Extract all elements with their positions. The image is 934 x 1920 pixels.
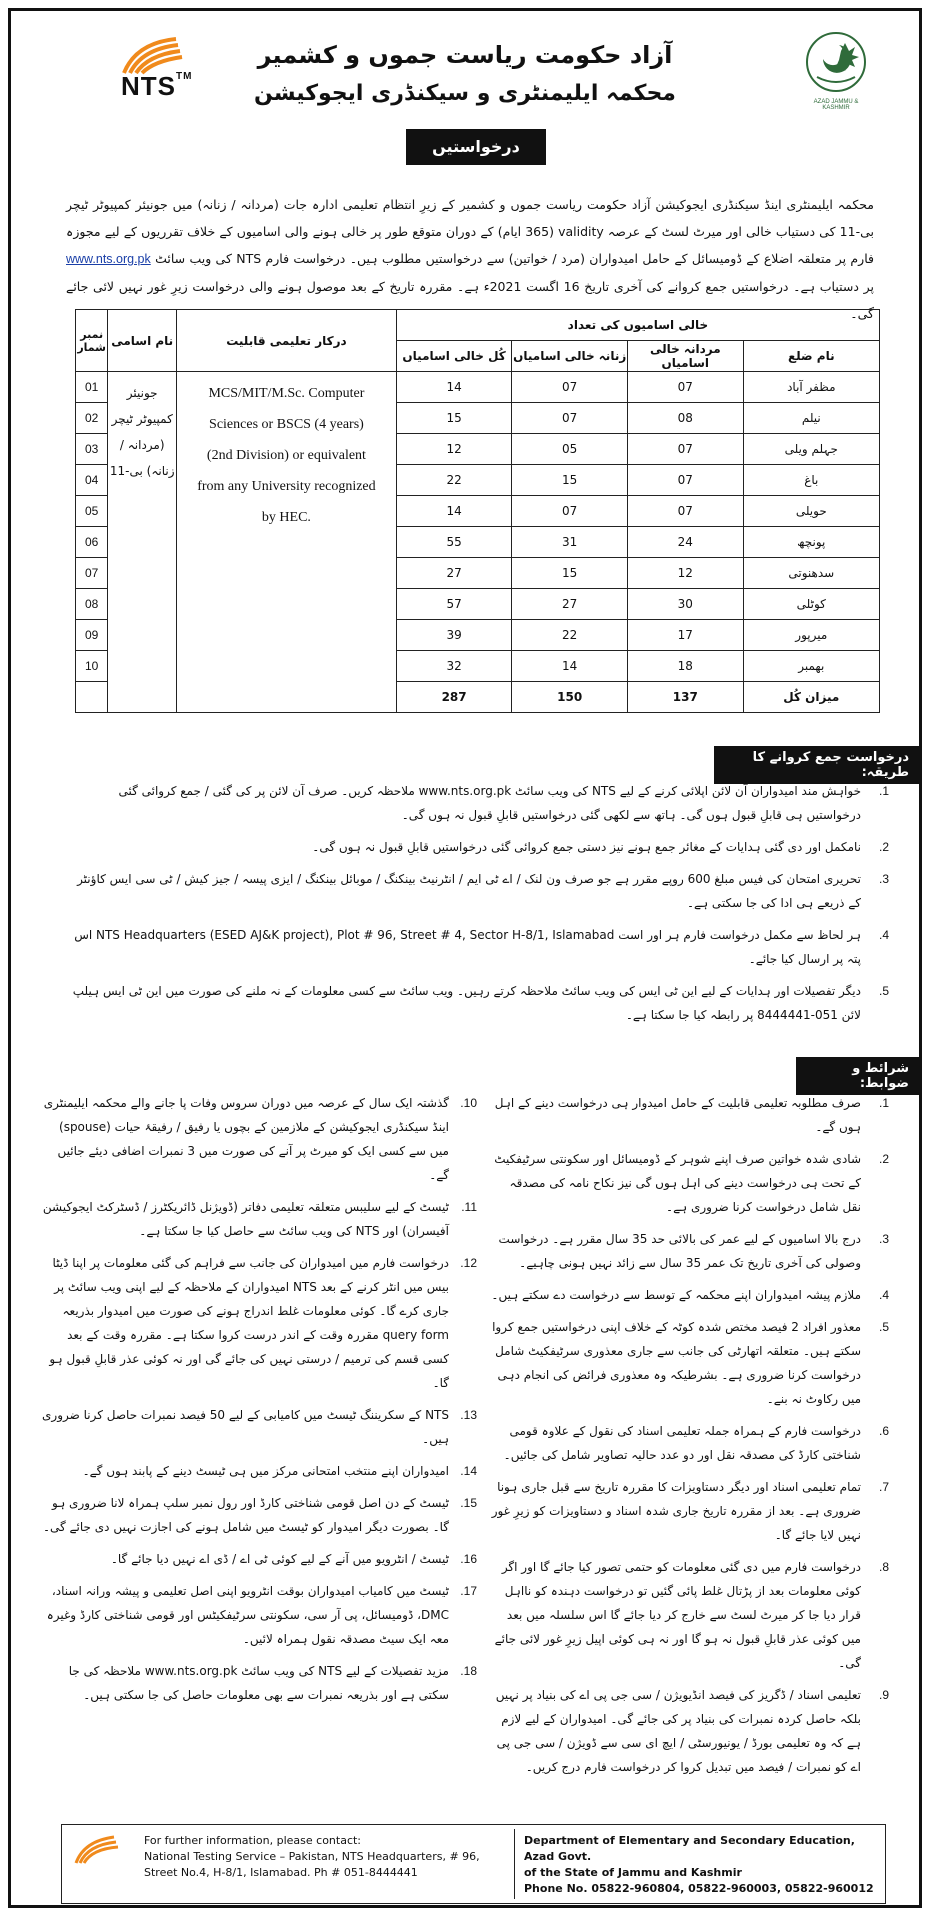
list-item bbox=[489, 1683, 889, 1779]
list-item-text: گذشتہ ایک سال کے عرصہ میں دوران سروس وفات پا جانے والے محکمہ ایلیمنٹری اینڈ سیکنڈری ایجوکیشن کے ملازمین کے بچوں یا رفیق / رفیقۂ حیات (spouse) میں سے کسی ایک کو میرٹ پر آنے کی صورت میں 3 نمبرات اضافی دیئے جائیں گے۔ bbox=[43, 1096, 449, 1182]
terms-right-column bbox=[489, 1091, 889, 1787]
terms-badge: شرائط و ضوابط: bbox=[796, 1057, 919, 1095]
list-item-number: 4. bbox=[878, 1288, 889, 1302]
female-cell: 14 bbox=[512, 651, 628, 682]
footer-left-line2: National Testing Service – Pakistan, NTS Headquarters, # 96, bbox=[144, 1850, 480, 1863]
female-cell: 07 bbox=[512, 403, 628, 434]
qualification-line: (2nd Division) or equivalent bbox=[206, 448, 366, 463]
female-cell: 05 bbox=[512, 434, 628, 465]
vacancies-table-body bbox=[76, 372, 880, 713]
list-item bbox=[489, 1555, 889, 1675]
intro-text-part1: محکمہ ایلیمنٹری اینڈ سیکنڈری ایجوکیشن آزاد حکومت ریاست جموں و کشمیر کے زیرِ انتظام تعلیمی ادارہ جات (مردانہ / زنانہ) میں جونیئر کمپیوٹر ٹیچر بی-11 کی دستیاب خالی اور میرٹ لسٹ کے عرصہ validity (365 ایام) کے دوران متوقع طور پر خالی ہونے والی اسامیوں کے خلاف تقرریوں کے لیے مجوزہ فارم پر متعلقہ اضلاع کے ڈومیسائل کے حامل امیدواران (مرد / خواتین) سے درخواستیں مطلوب ہیں۔ درخواست فارم NTS کی ویب سائٹ bbox=[66, 197, 874, 266]
total-cell: 27 bbox=[396, 558, 512, 589]
total-cell: 57 bbox=[396, 589, 512, 620]
intro-text-part2: پر دستیاب ہے۔ درخواستیں جمع کروانے کی آخری تاریخ 16 اگست 2021ء ہے۔ مقررہ تاریخ کے بعد موصول ہونے والی درخواست زیرِ غور نہیں لائی جائے گی۔ bbox=[66, 279, 875, 321]
total-all-cell: 287 bbox=[396, 682, 512, 713]
total-cell: 14 bbox=[396, 496, 512, 527]
list-item bbox=[41, 1195, 477, 1243]
total-cell: 55 bbox=[396, 527, 512, 558]
list-item-text: مزید تفصیلات کے لیے NTS کی ویب سائٹ www.nts.org.pk ملاحظہ کی جا سکتی ہے اور بذریعہ نمبرات سے بھی معلومات حاصل کی جا سکتی ہیں۔ bbox=[68, 1664, 449, 1702]
district-cell: سدھنوتی bbox=[743, 558, 879, 589]
list-item-text: ٹیسٹ کے دن اصل قومی شناختی کارڈ اور رول نمبر سلپ ہمراہ لانا ضروری ہو گا۔ بصورت دیگر امیدوار کو ٹیسٹ میں شامل ہونے کی اجازت نہیں دی جائے گی۔ bbox=[42, 1496, 449, 1534]
male-cell: 18 bbox=[627, 651, 743, 682]
list-item-number: 11. bbox=[461, 1200, 477, 1214]
list-item bbox=[66, 779, 889, 827]
total-label-cell: میزان کُل bbox=[743, 682, 879, 713]
header bbox=[11, 11, 919, 191]
list-item-text: شادی شدہ خواتین صرف اپنے شوہر کے ڈومیسائل اور سکونتی سرٹیفکیٹ کے تحت ہی درخواست دینے کی اہل ہوں گی نیز نکاح نامہ کی مصدقہ نقل شامل درخواست کرنا ضروری ہے۔ bbox=[494, 1152, 861, 1214]
serial-cell: 06 bbox=[76, 527, 108, 558]
list-item bbox=[489, 1227, 889, 1275]
male-cell: 17 bbox=[627, 620, 743, 651]
qualification-line: Sciences or BSCS (4 years) bbox=[209, 417, 364, 432]
list-item bbox=[41, 1459, 477, 1483]
vacancies-header: خالی اسامیوں کی تعداد bbox=[396, 310, 879, 341]
male-cell: 07 bbox=[627, 372, 743, 403]
total-cell: 12 bbox=[396, 434, 512, 465]
list-item-text: تعلیمی اسناد / ڈگریز کی فیصد انڈیویژن / سی جی پی اے کی بنیاد پر نہیں بلکہ حاصل کردہ نمبرات کی بنیاد پر کی جائے گی۔ امیدواران کے لیے لازم ہے کہ وہ تعلیمی بورڈ / یونیورسٹی / ایچ ای سی سے ڈویژن / سی جی پی اے کو نمبرات / فیصد میں تبدیل کروا کر درخواست فارم درج کریں۔ bbox=[495, 1688, 861, 1774]
list-item bbox=[41, 1491, 477, 1539]
male-header: مردانہ خالی اسامیاں bbox=[627, 341, 743, 372]
male-cell: 07 bbox=[627, 496, 743, 527]
list-item-text: ٹیسٹ کے لیے سلیبس متعلقہ تعلیمی دفاتر (ڈویژنل ڈائریکٹرز / ڈسٹرکٹ ایجوکیشن آفیسران) اور NTS کی ویب سائٹ سے حاصل کیا جا سکتا ہے۔ bbox=[42, 1200, 449, 1238]
list-item-number: 16. bbox=[460, 1552, 477, 1566]
female-cell: 27 bbox=[512, 589, 628, 620]
female-cell: 07 bbox=[512, 372, 628, 403]
list-item-number: 10. bbox=[460, 1096, 477, 1110]
list-item-text: درخواست فارم کے ہمراہ جملہ تعلیمی اسناد کی نقول کے علاوہ قومی شناختی کارڈ کی مصدقہ نقل اور دو عدد حالیہ تصاویر شامل کی جائیں۔ bbox=[503, 1424, 861, 1462]
footer-left-line1: For further information, please contact: bbox=[144, 1834, 362, 1847]
footer-right-line3: Phone No. 05822-960804, 05822-960003, 05822-960012 bbox=[524, 1882, 874, 1895]
district-header: نام ضلع bbox=[743, 341, 879, 372]
list-item bbox=[66, 979, 889, 1027]
list-item bbox=[66, 867, 889, 915]
list-item-number: 4. bbox=[878, 928, 889, 942]
list-item-text: دیگر تفصیلات اور ہدایات کے لیے این ٹی ایس کی ویب سائٹ ملاحظہ کرتے رہیں۔ ویب سائٹ سے کسی معلومات کے نہ ملنے کی صورت میں این ٹی ایس ہیلپ لائن 051-8444441 پر رابطہ کیا جا سکتا ہے۔ bbox=[72, 984, 861, 1022]
serial-cell: 02 bbox=[76, 403, 108, 434]
footer-right-line1: Department of Elementary and Secondary Education, Azad Govt. bbox=[524, 1834, 855, 1863]
district-cell: حویلی bbox=[743, 496, 879, 527]
female-cell: 31 bbox=[512, 527, 628, 558]
male-cell: 08 bbox=[627, 403, 743, 434]
nts-website-link[interactable]: www.nts.org.pk bbox=[66, 252, 151, 266]
ajk-emblem bbox=[801, 31, 871, 111]
list-item bbox=[489, 1283, 889, 1307]
list-item-number: 5. bbox=[878, 1320, 889, 1334]
list-item-text: صرف مطلوبہ تعلیمی قابلیت کے حامل امیدوار ہی درخواست دینے کے اہل ہوں گے۔ bbox=[494, 1096, 861, 1134]
list-item bbox=[489, 1475, 889, 1547]
district-cell: باغ bbox=[743, 465, 879, 496]
serial-cell: 07 bbox=[76, 558, 108, 589]
total-serial-blank bbox=[76, 682, 108, 713]
serial-cell: 01 bbox=[76, 372, 108, 403]
list-item-text: نامکمل اور دی گئی ہدایات کے مغائر جمع ہونے نیز دستی جمع کروائی گئی درخواستیں قابلِ قبول نہ ہوں گی۔ bbox=[312, 840, 861, 854]
male-cell: 30 bbox=[627, 589, 743, 620]
total-female-cell: 150 bbox=[512, 682, 628, 713]
total-male-cell: 137 bbox=[627, 682, 743, 713]
list-item-number: 1. bbox=[878, 784, 889, 798]
female-cell: 15 bbox=[512, 465, 628, 496]
serial-cell: 03 bbox=[76, 434, 108, 465]
serial-cell: 10 bbox=[76, 651, 108, 682]
male-cell: 07 bbox=[627, 465, 743, 496]
female-cell: 07 bbox=[512, 496, 628, 527]
list-item-text: ہر لحاظ سے مکمل درخواست فارم ہر اور است NTS Headquarters (ESED AJ&K project), Plot # 96, Street # 4, Sector H-8/1, Islamabad اس پتہ پر ارسال کیا جائے۔ bbox=[74, 928, 861, 966]
list-item-text: درخواست فارم میں امیدواران کی جانب سے فراہم کی گئی معلومات پر اپنا ڈیٹا بیس میں انٹر کرنے کے بعد NTS امیدواران کے ملاحظہ کے لیے اپنی ویب سائٹ پر جاری کرے گا۔ کوئی معلومات غلط اندراج ہونے کی صورت میں امیدوار بذریعہ query form مقررہ وقت کے اندر درست کروا سکتا ہے۔ مقررہ وقت کے بعد کسی قسم کی ترمیم / درستی نہیں کی جائے گی اور نہ کوئی عذر قابلِ قبول ہو گا۔ bbox=[49, 1256, 449, 1390]
list-item-text: ملازم پیشہ امیدواران اپنے محکمہ کے توسط سے درخواست دے سکتے ہیں۔ bbox=[491, 1288, 861, 1302]
vacancies-table bbox=[75, 309, 880, 713]
list-item-number: 2. bbox=[878, 840, 889, 854]
serial-header: نمبر شمار bbox=[76, 310, 108, 372]
list-item-text: معذور افراد 2 فیصد مختص شدہ کوٹہ کے خلاف اپنی درخواستیں جمع کروا سکتے ہیں۔ متعلقہ اتھارٹی کی جانب سے جاری معذوری سرٹیفکیٹ شامل درخواست کرنا ضروری ہے۔ بشرطیکہ وہ معذوری فرائض کی انجام دہی میں رکاوٹ نہ بنے۔ bbox=[492, 1320, 861, 1406]
footer-nts-logo bbox=[70, 1833, 130, 1893]
list-item-text: NTS کے سکریننگ ٹیسٹ میں کامیابی کے لیے 50 فیصد نمبرات حاصل کرنا ضروری ہیں۔ bbox=[42, 1408, 449, 1446]
footer bbox=[61, 1824, 886, 1904]
header-title-line1: آزاد حکومت ریاست جموں و کشمیر bbox=[257, 41, 673, 69]
serial-cell: 05 bbox=[76, 496, 108, 527]
footer-right-line2: of the State of Jammu and Kashmir bbox=[524, 1866, 742, 1879]
advertisement-page bbox=[8, 8, 922, 1908]
district-cell: پونچھ bbox=[743, 527, 879, 558]
post-name-cell: جونیئر کمپیوٹر ٹیچر (مردانہ / زنانہ) بی-11 bbox=[108, 372, 177, 713]
method-list bbox=[66, 779, 889, 1035]
list-item-number: 7. bbox=[878, 1480, 889, 1494]
list-item-number: 14. bbox=[460, 1464, 477, 1478]
list-item-text: تمام تعلیمی اسناد اور دیگر دستاویزات کا مقررہ تاریخ سے قبل جاری ہونا ضروری ہے۔ بعد از مقررہ تاریخ جاری شدہ اسناد و دستاویزات کو زیرِ غور نہیں لایا جائے گا۔ bbox=[491, 1480, 861, 1542]
list-item bbox=[66, 923, 889, 971]
female-header: زنانہ خالی اسامیاں bbox=[512, 341, 628, 372]
list-item-number: 12. bbox=[460, 1256, 477, 1270]
qualification-header: درکار تعلیمی قابلیت bbox=[177, 310, 397, 372]
list-item-number: 13. bbox=[460, 1408, 477, 1422]
list-item bbox=[41, 1579, 477, 1651]
total-cell: 39 bbox=[396, 620, 512, 651]
table-row bbox=[76, 372, 880, 403]
header-title-line2: محکمہ ایلیمنٹری و سیکنڈری ایجوکیشن bbox=[254, 81, 676, 106]
male-cell: 12 bbox=[627, 558, 743, 589]
list-item-text: خواہش مند امیدواران آن لائن اپلائی کرنے کے لیے NTS کی ویب سائٹ www.nts.org.pk ملاحظہ کریں۔ صرف آن لائن پر کی گئی / جمع کروائی گئی درخواستیں ہی قابلِ قبول ہوں گی۔ ہاتھ سے لکھی گئی درخواستیں قابلِ قبول نہ ہوں گی۔ bbox=[118, 784, 861, 822]
qualification-cell bbox=[177, 372, 397, 713]
list-item bbox=[66, 835, 889, 859]
serial-cell: 08 bbox=[76, 589, 108, 620]
post-header: نام اسامی bbox=[108, 310, 177, 372]
total-cell: 32 bbox=[396, 651, 512, 682]
list-item bbox=[489, 1419, 889, 1467]
list-item-text: تحریری امتحان کی فیس مبلغ 600 روپے مقرر ہے جو صرف ون لنک / اے ٹی ایم / انٹرنیٹ بینکنگ / موبائل بینکنگ / ایزی پیسہ / جیز کیش / ٹی سی ایس کاؤنٹر کے ذریعے ہی ادا کی جا سکتی ہے۔ bbox=[77, 872, 861, 910]
list-item bbox=[489, 1091, 889, 1139]
total-cell: 22 bbox=[396, 465, 512, 496]
district-cell: نیلم bbox=[743, 403, 879, 434]
list-item-number: 15. bbox=[460, 1496, 477, 1510]
list-item-number: 8. bbox=[878, 1560, 889, 1574]
footer-contact bbox=[144, 1833, 544, 1881]
nts-tm: TM bbox=[176, 71, 193, 82]
list-item-number: 3. bbox=[878, 872, 889, 886]
list-item bbox=[489, 1147, 889, 1219]
male-cell: 07 bbox=[627, 434, 743, 465]
list-item-text: درج بالا اسامیوں کے لیے عمر کی بالائی حد 35 سال مقرر ہے۔ درخواست وصولی کی آخری تاریخ تک عمر 35 سال سے زائد نہیں ہونی چاہیے۔ bbox=[498, 1232, 861, 1270]
list-item bbox=[41, 1659, 477, 1707]
district-cell: کوٹلی bbox=[743, 589, 879, 620]
footer-nts-logo-icon bbox=[70, 1833, 130, 1893]
list-item-number: 1. bbox=[878, 1096, 889, 1110]
list-item-text: درخواست فارم میں دی گئی معلومات کو حتمی تصور کیا جائے گا اور اگر کوئی معلومات بعد از پڑتال غلط پائی گئیں تو درخواست دہندہ کو نااہل قرار دیا جا کر میرٹ لسٹ سے خارج کر دیا جائے گا اس سلسلہ میں بعد میں کوئی عذر قابلِ قبول نہ ہو گا اور نہ ہی کوئی اپیل زیرِ غور لائی جائے گی۔ bbox=[494, 1560, 861, 1670]
list-item bbox=[41, 1547, 477, 1571]
list-item-text: امیدواران اپنے منتخب امتحانی مرکز میں ہی ٹیسٹ دینے کے پابند ہوں گے۔ bbox=[82, 1464, 449, 1478]
qualification-line: by HEC. bbox=[261, 510, 311, 525]
nts-logo-text: NTS bbox=[121, 71, 176, 101]
list-item-number: 18. bbox=[460, 1664, 477, 1678]
qualification-line: from any University recognized bbox=[197, 479, 376, 494]
district-cell: میرپور bbox=[743, 620, 879, 651]
female-cell: 22 bbox=[512, 620, 628, 651]
footer-department bbox=[524, 1833, 879, 1897]
list-item bbox=[489, 1315, 889, 1411]
list-item-number: 6. bbox=[878, 1424, 889, 1438]
list-item-number: 2. bbox=[878, 1152, 889, 1166]
female-cell: 15 bbox=[512, 558, 628, 589]
serial-cell: 04 bbox=[76, 465, 108, 496]
list-item bbox=[41, 1091, 477, 1187]
footer-left-line3: Street No.4, H-8/1, Islamabad. Ph # 051-8444441 bbox=[144, 1866, 418, 1879]
district-cell: بھمبر bbox=[743, 651, 879, 682]
district-cell: جہلم ویلی bbox=[743, 434, 879, 465]
intro-paragraph bbox=[66, 191, 874, 327]
qualification-line: MCS/MIT/M.Sc. Computer bbox=[208, 386, 365, 401]
list-item-number: 5. bbox=[878, 984, 889, 998]
ajk-caption: AZAD JAMMU & KASHMIR bbox=[813, 99, 859, 111]
district-cell: مظفر آباد bbox=[743, 372, 879, 403]
list-item-text: ٹیسٹ / انٹرویو میں آنے کے لیے کوئی ٹی اے / ڈی اے نہیں دیا جائے گا۔ bbox=[110, 1552, 449, 1566]
list-item-number: 3. bbox=[878, 1232, 889, 1246]
footer-divider bbox=[514, 1829, 515, 1899]
male-cell: 24 bbox=[627, 527, 743, 558]
list-item bbox=[41, 1251, 477, 1395]
list-item bbox=[41, 1403, 477, 1451]
applications-wanted-badge: درخواستیں مطلوب ہیں bbox=[406, 129, 546, 165]
list-item-number: 17. bbox=[460, 1584, 477, 1598]
serial-cell: 09 bbox=[76, 620, 108, 651]
total-cell: 15 bbox=[396, 403, 512, 434]
list-item-number: 9. bbox=[878, 1688, 889, 1702]
ajk-emblem-icon bbox=[805, 31, 867, 93]
terms-left-column bbox=[41, 1091, 477, 1715]
total-cell: 14 bbox=[396, 372, 512, 403]
total-header: کُل خالی اسامیاں bbox=[396, 341, 512, 372]
method-badge: درخواست جمع کروانے کا طریقہ: bbox=[714, 746, 919, 784]
list-item-text: ٹیسٹ میں کامیاب امیدواران بوقت انٹرویو اپنی اصل تعلیمی و پیشہ ورانہ اسناد، DMC، ڈومیسائل، پی آر سی، سکونتی سرٹیفکیٹس اور قومی شناختی کارڈ وغیرہ معہ ایک سیٹ مصدقہ نقول ہمراہ لائیں۔ bbox=[46, 1584, 449, 1646]
